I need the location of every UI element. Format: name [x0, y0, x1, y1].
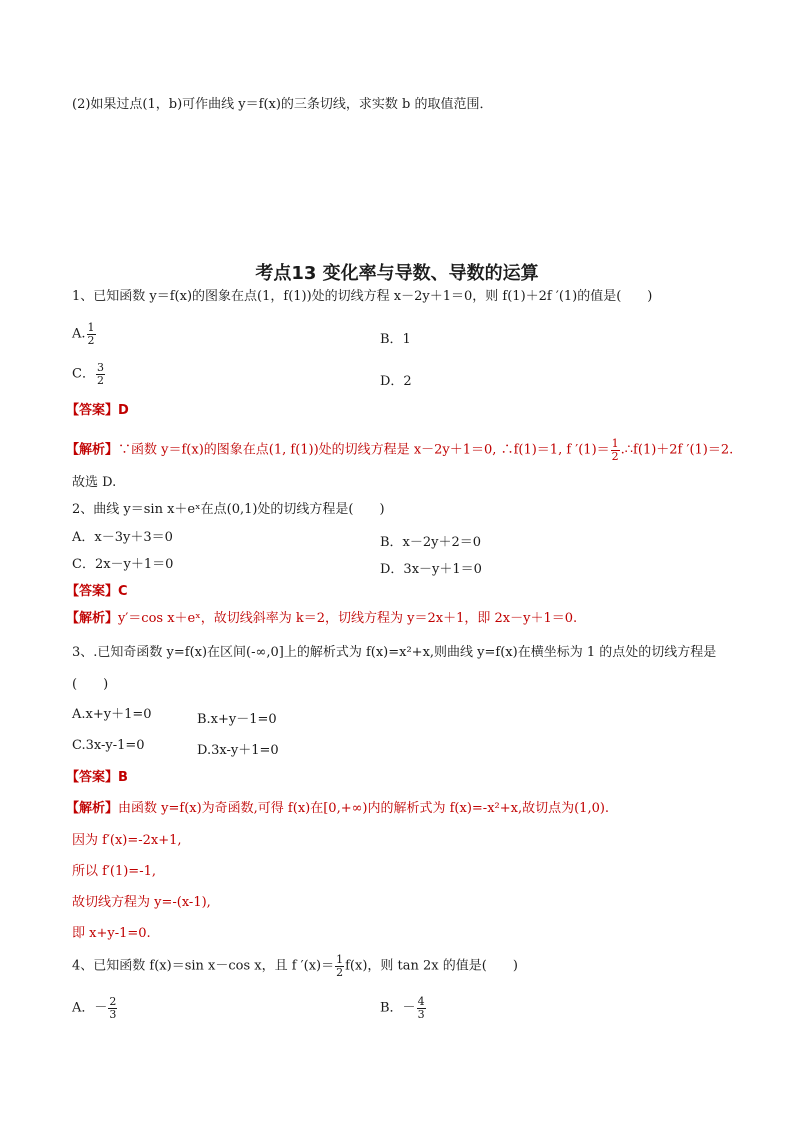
fraction: [108, 996, 117, 1020]
numerator: 1: [87, 321, 95, 334]
q3-paren: ( ): [72, 677, 109, 692]
q3-option-c: C.3x-y-1=0: [72, 738, 145, 753]
q4-option-b-label: B．－: [380, 1000, 416, 1016]
q2-analysis: [66, 612, 577, 625]
fraction: [87, 322, 96, 346]
q1-conclusion: 故选 D.: [72, 475, 117, 490]
fraction: [96, 362, 105, 386]
fraction: [335, 954, 344, 978]
denominator: 3: [417, 1007, 425, 1021]
denominator: 2: [96, 373, 104, 387]
q2-option-c: C．2x－y＋1＝0: [72, 557, 174, 572]
analysis-tag: 【解析】: [66, 801, 119, 816]
q1-analysis: [66, 438, 733, 462]
question-part-2: (2)如果过点(1，b)可作曲线 y＝f(x)的三条切线，求实数 b 的取值范围．: [72, 97, 493, 112]
q2-option-d: D．3x－y＋1＝0: [380, 562, 482, 577]
q4-option-a-label: A．－: [72, 1000, 108, 1016]
denominator: 2: [611, 449, 619, 463]
fraction: [417, 996, 426, 1020]
analysis-tag: 【解析】: [66, 442, 119, 458]
q2-stem: 2、曲线 y＝sin x＋eˣ在点(0,1)处的切线方程是( ): [72, 502, 385, 517]
q1-option-a-label: A.: [72, 326, 86, 342]
q1-option-a: [72, 322, 97, 346]
q1-analysis-text: ∵函数 y＝f(x)的图象在点(1, f(1))处的切线方程是 x－2y＋1＝0, ∴f(1)＝1, f ′(1)＝: [118, 442, 610, 458]
q1-stem: 1、已知函数 y＝f(x)的图象在点(1，f(1))处的切线方程 x－2y＋1＝0，则 f(1)＋2f ′(1)的值是( ): [72, 289, 653, 304]
q2-option-b: B．x－2y＋2＝0: [380, 535, 482, 550]
q1-analysis-text-end: .∴f(1)＋2f ′(1)＝2.: [620, 442, 734, 458]
q1-option-c-label: C．: [72, 366, 95, 382]
q1-answer: 【答案】D: [66, 403, 129, 418]
q1-option-b: B．1: [380, 332, 411, 347]
fraction: [611, 438, 620, 462]
q3-analysis-line-3: 所以 f′(1)=-1,: [72, 864, 156, 879]
denominator: 2: [87, 333, 95, 347]
q4-option-a: [72, 996, 118, 1020]
q4-stem-start: 4、已知函数 f(x)＝sin x－cos x，且 f ′(x)＝: [72, 958, 335, 974]
analysis-tag: 【解析】: [66, 611, 119, 626]
q1-option-d: D．2: [380, 374, 412, 389]
q1-option-c: [72, 362, 106, 386]
q3-option-b: B.x+y－1=0: [197, 712, 277, 727]
section-title: 考点13 变化率与导数、导数的运算: [255, 263, 539, 284]
q3-stem: 3、.已知奇函数 y=f(x)在区间(-∞,0]上的解析式为 f(x)=x²+x,则曲线 y=f(x)在横坐标为 1 的点处的切线方程是: [72, 645, 717, 660]
q2-option-a: A．x－3y＋3＝0: [72, 530, 173, 545]
q3-analysis-text: 由函数 y=f(x)为奇函数,可得 f(x)在[0,+∞)内的解析式为 f(x)=-x²+x,故切点为(1,0).: [118, 801, 610, 816]
numerator: 1: [611, 437, 619, 450]
q2-analysis-text: y′＝cos x＋eˣ，故切线斜率为 k＝2，切线方程为 y＝2x＋1，即 2x－y＋1＝0.: [118, 611, 578, 626]
q3-analysis-line-1: [66, 802, 609, 815]
q4-stem-end: f(x)，则 tan 2x 的值是( ): [345, 958, 518, 974]
q4-option-b: [380, 996, 427, 1020]
q4-stem: [72, 954, 518, 978]
q2-answer: 【答案】C: [66, 584, 128, 599]
q3-option-a: A.x+y＋1=0: [72, 707, 152, 722]
q3-answer: 【答案】B: [66, 770, 128, 785]
denominator: 3: [109, 1007, 117, 1021]
q3-analysis-line-2: 因为 f′(x)=-2x+1,: [72, 833, 182, 848]
numerator: 2: [109, 995, 117, 1008]
numerator: 3: [96, 361, 104, 374]
q3-option-d: D.3x-y＋1=0: [197, 743, 279, 758]
numerator: 4: [417, 995, 425, 1008]
numerator: 1: [336, 953, 344, 966]
denominator: 2: [336, 965, 344, 979]
q3-analysis-line-4: 故切线方程为 y=-(x-1),: [72, 895, 211, 910]
q3-analysis-line-5: 即 x+y-1=0.: [72, 926, 151, 941]
